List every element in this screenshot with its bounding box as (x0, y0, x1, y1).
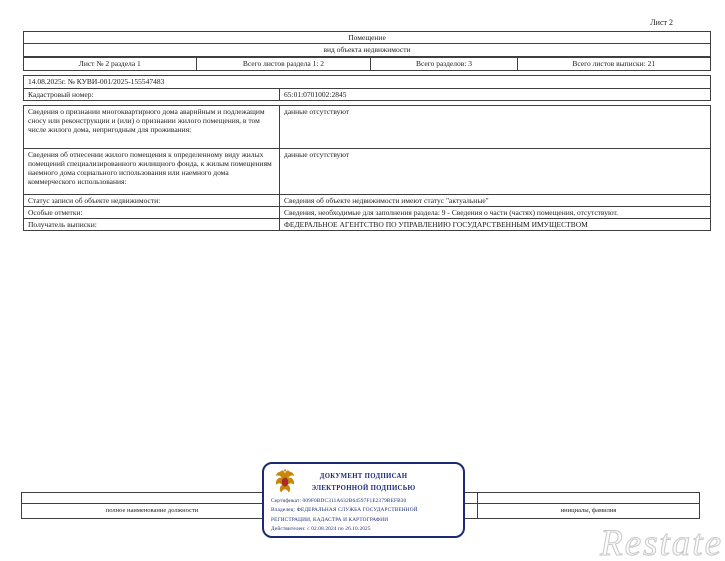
coat-of-arms-icon (274, 468, 296, 495)
sheet-info-cell: Всего листов выписки: 21 (517, 58, 710, 70)
detail-value: Сведения об объекте недвижимости имеют статус "актуальные" (279, 195, 710, 206)
table-row (24, 206, 710, 218)
extract-date-row (24, 76, 710, 88)
stamp-header (271, 466, 456, 497)
detail-value: Сведения, необходимые для заполнения раздела: 9 - Сведения о части (частях) помещения, отсутствуют. (279, 207, 710, 218)
stamp-owner-line1: Владелец: ФЕДЕРАЛЬНАЯ СЛУЖБА ГОСУДАРСТВЕННОЙ (271, 507, 418, 514)
sheet-info-table (23, 57, 711, 71)
detail-label: Сведения об отнесении жилого помещения к определенному виду жилых помещений специализированного жилищного фонда, к жилым помещениям наемного дома социального использования или наемного дома коммерческого использования: (28, 150, 272, 187)
stamp-title-line2: ЭЛЕКТРОННОЙ ПОДПИСЬЮ (311, 484, 416, 492)
stamp-certificate: Сертификат: 009F0BDC311A632B64597F1E2379BEFB30 (271, 498, 407, 504)
table-row (24, 106, 710, 148)
cadastral-number-value: 65:01:0701002:2845 (279, 89, 710, 100)
object-type-table (23, 31, 711, 57)
digital-signature-stamp (262, 462, 465, 538)
object-type-caption-row (24, 43, 710, 55)
detail-value: данные отсутствуют (279, 149, 710, 194)
cadastral-number-label: Кадастровый номер: (28, 90, 94, 99)
detail-label: Особые отметки: (28, 208, 83, 218)
detail-value: данные отсутствуют (279, 106, 710, 148)
object-type: Помещение (348, 33, 386, 42)
watermark: Restate (600, 523, 723, 561)
table-row (24, 194, 710, 206)
stamp-title-line1: ДОКУМЕНТ ПОДПИСАН (319, 473, 408, 480)
table-row (24, 148, 710, 194)
sheet-info-cell: Всего листов раздела 1: 2 (196, 58, 371, 70)
object-type-row (24, 32, 710, 43)
sheet-info-row (24, 58, 710, 70)
details-table (23, 105, 711, 231)
stamp-validity: Действителен: с 02.08.2024 по 26.10.2025 (271, 525, 371, 532)
detail-label: Статус записи об объекте недвижимости: (28, 196, 161, 205)
stamp-owner-line2: РЕГИСТРАЦИИ, КАДАСТРА И КАРТОГРАФИИ (271, 516, 389, 523)
signature-space (477, 493, 699, 503)
detail-value: ФЕДЕРАЛЬНОЕ АГЕНТСТВО ПО УПРАВЛЕНИЮ ГОСУДАРСТВЕННЫМ ИМУЩЕСТВОМ (279, 219, 710, 230)
cadastral-number-row (24, 88, 710, 100)
table-row (24, 218, 710, 230)
detail-label: Сведения о признании многоквартирного дома аварийным и подлежащим сносу или реконструкции и (или) о признании жилого помещения, в том числе жилого дома, непригодным для проживания: (28, 107, 265, 135)
detail-label: Получатель выписки: (28, 220, 97, 230)
extract-info-table (23, 75, 711, 101)
sheet-info-cell: Лист № 2 раздела 1 (78, 59, 141, 68)
signature-space (22, 493, 282, 503)
position-label: полное наименование должности (105, 507, 199, 514)
object-type-caption: вид объекта недвижимости (323, 45, 411, 55)
extract-date-number: 14.08.2025г. № КУВИ-001/2025-155547483 (28, 77, 165, 86)
sheet-number: Лист 2 (650, 18, 673, 27)
sheet-info-cell: Всего разделов: 3 (370, 58, 516, 70)
initials-label: инициалы, фамилия (477, 504, 699, 518)
stamp-details (271, 497, 456, 534)
